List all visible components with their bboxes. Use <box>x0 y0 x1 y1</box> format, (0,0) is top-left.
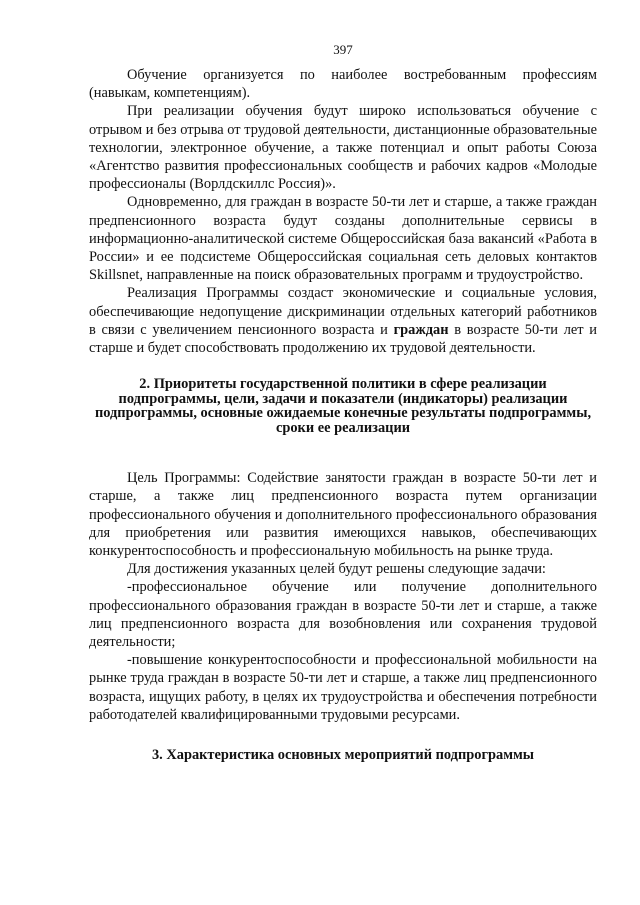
section-2-heading: 2. Приоритеты государственной политики в сфере реализации подпрограммы, цели, задачи и показатели (индикаторы) реализации подпрограммы, основные ожидаемые конечные результаты подпрограммы, сроки ее реализации <box>94 376 592 436</box>
paragraph-tasks-intro: Для достижения указанных целей будут решены следующие задачи: <box>127 561 546 578</box>
page-number: 397 <box>333 42 353 57</box>
paragraph-program-text-end: в возрасте 50-ти лет и старше и будет способствовать продолжению их трудовой деятельности. <box>89 321 597 357</box>
paragraph-training-forms: При реализации обучения будут широко использоваться обучение с отрывом и без отрыва от трудовой деятельности, дистанционные образовательные технологии, электронное обучение, а также потенциал и опыт работы Союза «Агентство развития профессиональных сообществ и рабочих кадров «Молодые профессионалы (Ворлдскиллс Россия)». <box>89 103 597 193</box>
paragraph-program-bold-word: граждан <box>393 321 449 338</box>
paragraph-program-conditions <box>89 284 597 357</box>
section-gap <box>89 435 597 469</box>
paragraph-additional-services: Одновременно, для граждан в возрасте 50-ти лет и старше, а также граждан предпенсионного возраста будут созданы дополнительные сервисы в информационно-аналитической системе Общероссийская база вакансий «Работа в России» и ее подсистеме Общероссийская социальная сеть деловых контактов Skillsnet, направленные на поиск образовательных программ и трудоустройство. <box>89 194 597 284</box>
paragraph-training-organization: Обучение организуется по наиболее востребованным профессиям (навыкам, компетенциям). <box>89 67 597 102</box>
paragraph-task-competitiveness: -повышение конкурентоспособности и профессиональной мобильности на рынке труда граждан в возрасте 50-ти лет и старше, а также лиц предпенсионного возраста, ищущих работу, в целях их трудоустройства и обеспечения потребности работодателей квалифицированными трудовыми ресурсами. <box>89 652 597 723</box>
paragraph-task-training: -профессиональное обучение или получение дополнительного профессионального образования граждан в возрасте 50-ти лет и старше, а также лиц предпенсионного возраста для возобновления или сохранения трудовой деятельности; <box>89 579 597 651</box>
document-page <box>89 42 597 763</box>
section-3-heading: 3. Характеристика основных мероприятий подпрограммы <box>151 747 535 764</box>
paragraph-program-text-start: Реализация Программы создаст экономические и социальные условия, обеспечивающие недопущение дискриминации отдельных категорий работников в связи с увеличением пенсионного возраста и <box>89 285 597 338</box>
paragraph-program-goal: Цель Программы: Содействие занятости граждан в возрасте 50-ти лет и старше, а также лиц предпенсионного возраста путем организации профессионального обучения и дополнительного профессионального образования для приобретения или развития имеющихся навыков, обеспечивающих конкурентоспособность и профессиональную мобильность на рынке труда. <box>89 470 597 560</box>
